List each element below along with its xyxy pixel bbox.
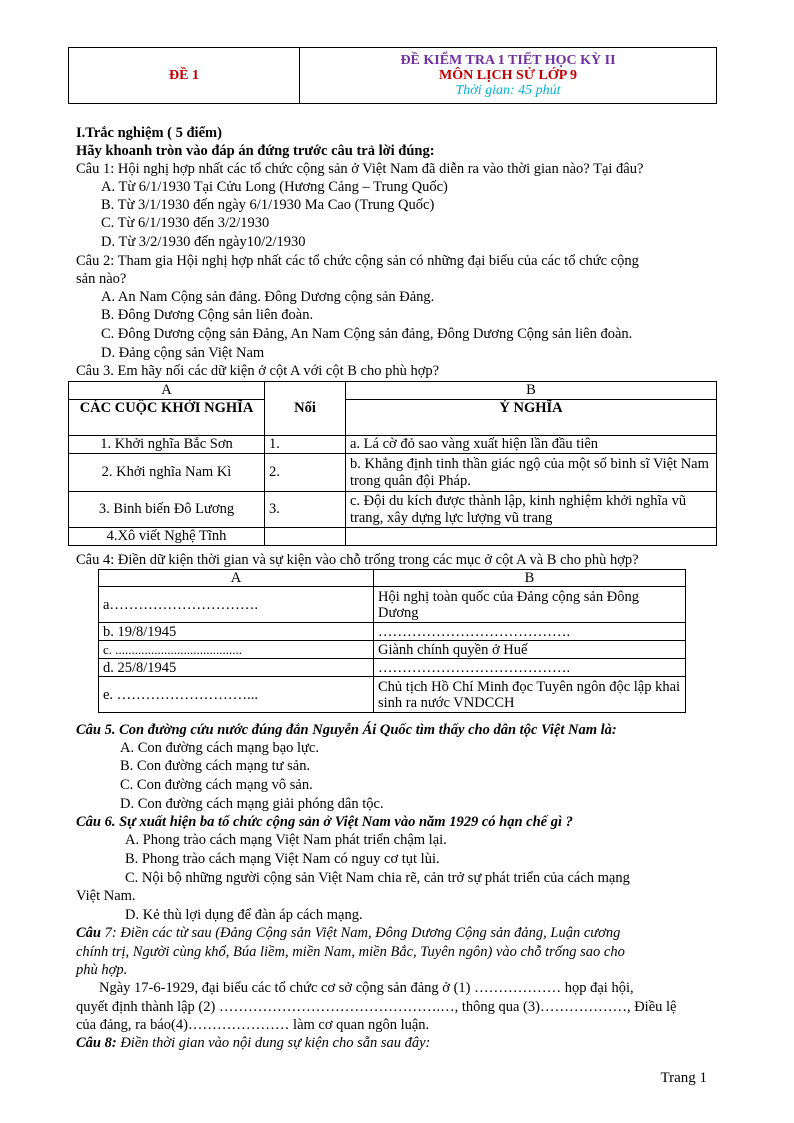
q4-col-a: A: [99, 570, 374, 587]
q7-paragraph-line1: Ngày 17-6-1929, đại biểu các tổ chức cơ sở cộng sản đảng ở (1) ……………… họp đại hội,: [99, 980, 634, 996]
q4-row4-a: d. 25/8/1945: [99, 659, 374, 677]
q7-instruction-line2: chính trị, Người cùng khổ, Búa liềm, miền Nam, miền Bắc, Tuyên ngôn) vào chỗ trống sao cho: [76, 944, 625, 960]
q5-question: Câu 5. Con đường cứu nước đúng đắn Nguyễn Ái Quốc tìm thấy cho dân tộc Việt Nam là:: [76, 722, 617, 738]
q4-row1-b: Hội nghị toàn quốc của Đảng cộng sản Đông Dương: [374, 587, 686, 623]
q2-option-a: A. An Nam Cộng sản đảng. Đông Dương cộng sản Đảng.: [101, 289, 435, 305]
exam-title-cell: [300, 48, 717, 104]
q2-question-line1: Câu 2: Tham gia Hội nghị hợp nhất các tổ chức cộng sản có những đại biểu của các tổ chức cộng: [76, 253, 639, 269]
q3-row2-event: 2. Khởi nghĩa Nam Kì: [69, 454, 265, 492]
q3-row4-event: 4.Xô viết Nghệ Tĩnh: [69, 528, 265, 546]
q6-option-b: B. Phong trào cách mạng Việt Nam có nguy cơ tụt lùi.: [125, 851, 440, 867]
q3-row3-connect: 3.: [265, 492, 346, 528]
q6-option-c-line2: Việt Nam.: [76, 888, 136, 904]
q6-option-c-line1: C. Nội bộ những người cộng sản Việt Nam chia rẽ, cản trở sự phát triển của cách mạng: [125, 870, 630, 886]
exam-title: ĐỀ KIỂM TRA 1 TIẾT HỌC KỲ II: [400, 52, 616, 68]
q4-row5-a: e. ………………………...: [99, 677, 374, 713]
q4-row2-a: b. 19/8/1945: [99, 623, 374, 641]
q4-row3-b: Giành chính quyền ở Huế: [374, 641, 686, 659]
table-row: [69, 492, 717, 528]
q3-row1-event: 1. Khởi nghĩa Bắc Sơn: [69, 436, 265, 454]
q1-option-b: B. Từ 3/1/1930 đến ngày 6/1/1930 Ma Cao (Trung Quốc): [101, 197, 435, 213]
q7-label: Câu: [76, 925, 101, 941]
exam-code: ĐỀ 1: [169, 68, 199, 83]
q2-question-line2: sản nào?: [76, 271, 127, 287]
q5-option-a: A. Con đường cách mạng bạo lực.: [120, 740, 319, 756]
q7-paragraph-line3: của đảng, ra báo(4)………………… làm cơ quan ngôn luận.: [76, 1017, 430, 1033]
section-title: I.Trắc nghiệm ( 5 điểm): [76, 125, 222, 141]
table-row: [99, 677, 686, 713]
table-row: [99, 641, 686, 659]
q5-option-b: B. Con đường cách mạng tư sản.: [120, 758, 311, 774]
q3-row4-connect: [265, 528, 346, 546]
q6-question: Câu 6. Sự xuất hiện ba tổ chức cộng sản ở Việt Nam vào năm 1929 có hạn chế gì ?: [76, 814, 573, 830]
q7-line1-text: 7: Điền các từ sau (Đảng Cộng sản Việt Nam, Đông Dương Cộng sản đảng, Luận cương: [101, 925, 621, 941]
q3-col-a: A: [69, 382, 265, 400]
q6-option-a: A. Phong trào cách mạng Việt Nam phát triển chậm lại.: [125, 832, 447, 848]
q3-row1-meaning: a. Lá cờ đỏ sao vàng xuất hiện lần đầu tiên: [346, 436, 717, 454]
q4-question: Câu 4: Điền dữ kiện thời gian và sự kiện vào chỗ trống trong các mục ở cột A và B cho phù hợp?: [76, 552, 639, 568]
header-table: [68, 47, 717, 104]
q3-head-meaning: Ý NGHĨA: [346, 400, 717, 436]
q4-row2-b: ………………………………….: [374, 623, 686, 641]
instruction: Hãy khoanh tròn vào đáp án đứng trước câu trả lời đúng:: [76, 143, 435, 159]
q7-paragraph-line2: quyết định thành lập (2) ……………………………………….…, thông qua (3)………………, Điều lệ: [76, 999, 677, 1015]
q8-label: Câu 8:: [76, 1035, 117, 1051]
table-row: [99, 659, 686, 677]
q3-row1-connect: 1.: [265, 436, 346, 454]
q7-instruction-line1: [76, 924, 712, 942]
q4-row5-b: Chủ tịch Hồ Chí Minh đọc Tuyên ngôn độc lập khai sinh ra nước VNDCCH: [374, 677, 686, 713]
q3-row3-meaning: c. Đội du kích được thành lập, kinh nghiệm khởi nghĩa vũ trang, xây dựng lực lượng vũ trang: [346, 492, 717, 528]
q3-row3-event: 3. Binh biến Đô Lương: [69, 492, 265, 528]
q1-option-c: C. Từ 6/1/1930 đến 3/2/1930: [101, 215, 270, 231]
q3-head-connect: Nối: [265, 382, 346, 436]
q6-option-d: D. Kẻ thù lợi dụng để đàn áp cách mạng.: [125, 907, 363, 923]
q2-option-c: C. Đông Dương cộng sản Đảng, An Nam Cộng sản đảng, Đông Dương Cộng sản liên đoàn.: [101, 326, 633, 342]
table-row: [69, 436, 717, 454]
q7-instruction-line3: phù hợp.: [76, 962, 128, 978]
q8-question: [76, 1034, 430, 1052]
q1-question: Câu 1: Hội nghị hợp nhất các tổ chức cộng sản ở Việt Nam đã diễn ra vào thời gian nào? Tại đâu?: [76, 161, 644, 177]
q5-option-d: D. Con đường cách mạng giải phóng dân tộc.: [120, 796, 384, 812]
q4-row4-b: ………………………………….: [374, 659, 686, 677]
q2-option-d: D. Đảng cộng sản Việt Nam: [101, 345, 265, 361]
q3-row2-meaning: b. Khẳng định tinh thần giác ngộ của một số binh sĩ Việt Nam trong quân đội Pháp.: [346, 454, 717, 492]
q3-row4-meaning: [346, 528, 717, 546]
q3-question: Câu 3. Em hãy nối các dữ kiện ở cột A với cột B cho phù hợp?: [76, 363, 440, 379]
q3-head-uprisings: CÁC CUỘC KHỞI NGHĨA: [69, 400, 265, 436]
table-row: [69, 528, 717, 546]
q4-row1-a: a………………………….: [99, 587, 374, 623]
page-number: Trang 1: [660, 1070, 707, 1086]
q1-option-d: D. Từ 3/2/1930 đến ngày10/2/1930: [101, 234, 306, 250]
q3-table: [68, 381, 717, 546]
q2-option-b: B. Đông Dương Cộng sản liên đoàn.: [101, 307, 314, 323]
exam-subject: MÔN LỊCH SỬ LỚP 9: [439, 67, 577, 83]
q4-col-b: B: [374, 570, 686, 587]
q8-text: Điền thời gian vào nội dung sự kiện cho sẵn sau đây:: [116, 1035, 431, 1051]
table-row: [99, 587, 686, 623]
q3-col-b: B: [346, 382, 717, 400]
table-row: [69, 454, 717, 492]
q1-option-a: A. Từ 6/1/1930 Tại Cửu Long (Hương Cảng – Trung Quốc): [101, 179, 448, 195]
exam-code-cell: [69, 48, 300, 104]
q3-row2-connect: 2.: [265, 454, 346, 492]
table-row: [99, 623, 686, 641]
q4-row3-a: c. .......................................: [99, 641, 374, 659]
exam-time: Thời gian: 45 phút: [455, 82, 561, 98]
q4-table: [98, 569, 686, 713]
q5-option-c: C. Con đường cách mạng vô sản.: [120, 777, 313, 793]
